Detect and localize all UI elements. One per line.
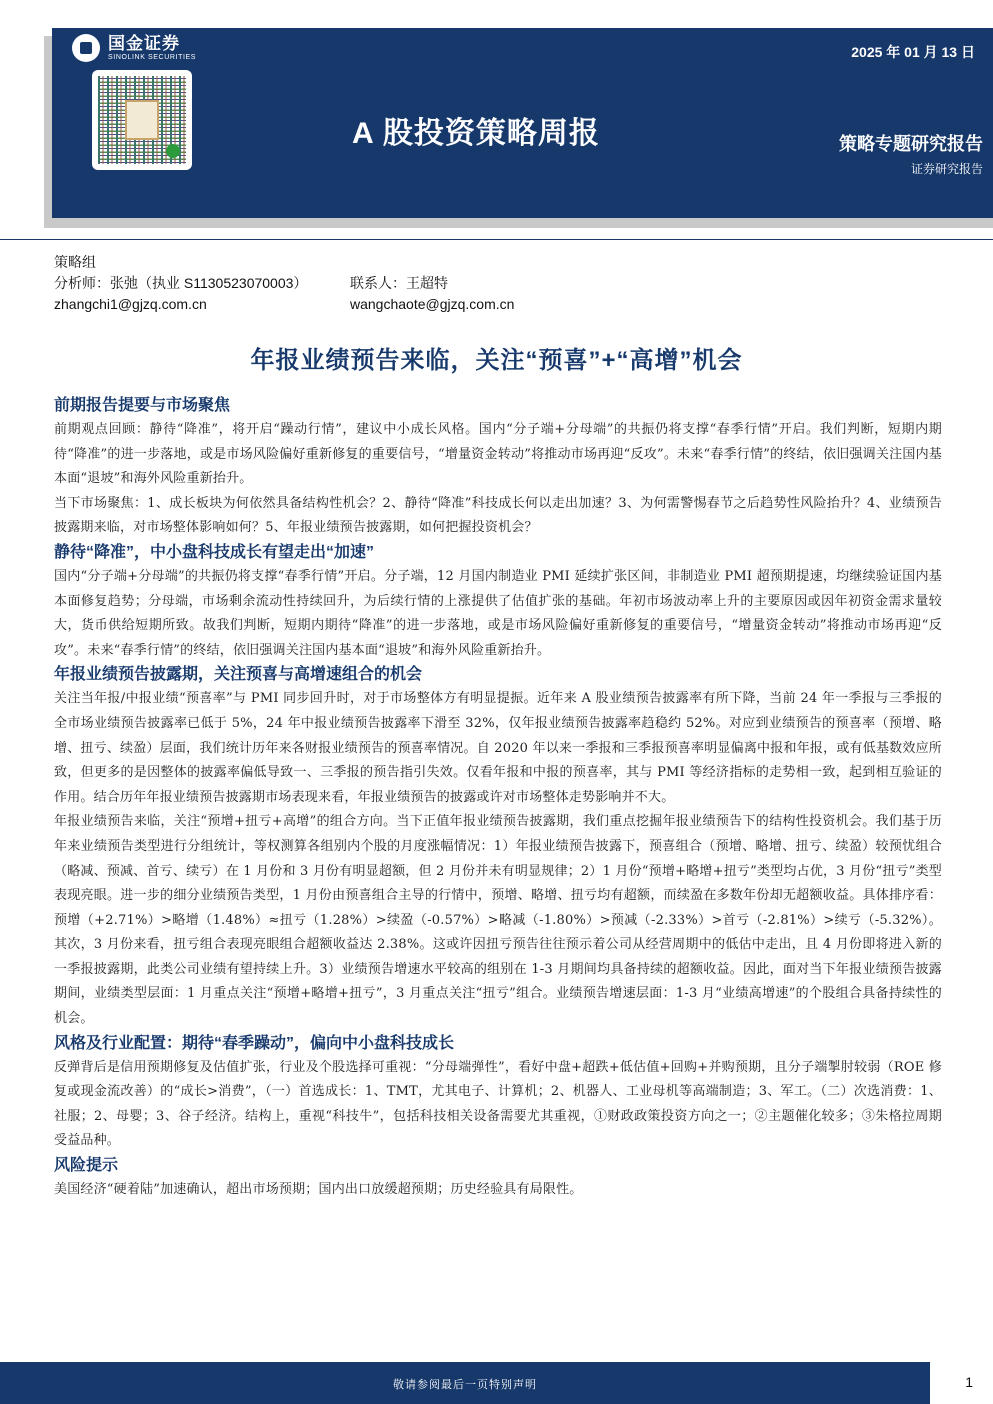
paragraph: 美国经济“硬着陆”加速确认，超出市场预期；国内出口放缓超预期；历史经验具有局限性。 [54,1182,583,1198]
report-title: A 股投资策略周报 [352,117,600,150]
section-heading: 风险提示 [54,1157,119,1175]
company-logo [72,34,196,62]
paragraph: 前期观点回顾：静待“降准”，将开启“躁动行情”，建议中小成长风格。国内“分子端+分母端”的共振仍将支撑“春季行情”开启。我们判断，短期内期待“降准”的进一步落地，或是市场风险偏好重新修复的重要信号，“增量资金转动”将推动市场再迎“反攻”。未来“春季行情”的终结，依旧强调关注国内基本面“退坡”和海外风险重新抬升。 [54,422,942,487]
report-body [54,394,942,1203]
analyst-email[interactable]: zhangchi1@gjzq.com.cn [54,296,207,312]
contact-info: 联系人：王超特 [350,275,448,291]
paragraph: 国内“分子端+分母端”的共振仍将支撑“春季行情”开启。分子端，12 月国内制造业 PMI 延续扩张区间，非制造业 PMI 超预期提速，均继续验证国内基本面修复趋势；分母端，市场剩余流动性持续回升，为后续行情的上涨提供了估值扩张的基础。年初市场波动率上升的主要原因或因年初资金需求量较大，货币供给短期所致。故我们判断，短期内期待“降准”的进一步落地，或是市场风险偏好重新修复的重要信号，“增量资金转动”将推动市场再迎“反攻”。未来“春季行情”的终结，依旧强调关注国内基本面“退坡”和海外风险重新抬升。 [54,568,942,658]
author-block [54,252,515,315]
report-type: 策略专题研究报告 [839,134,983,154]
report-headline: 年报业绩预告来临，关注“预喜”+“高增”机会 [250,347,743,374]
team-name: 策略组 [54,254,96,270]
paragraph: 关注当年报/中报业绩“预喜率”与 PMI 同步回升时，对于市场整体方有明显提振。近年来 A 股业绩预告披露率有所下降，当前 24 年一季报与三季报的全市场业绩预告披露率已低于 5%，24 年中报业绩预告披露率下滑至 32%，仅年报业绩预告披露率趋稳约 52%。对应到业绩预告的预喜率（预增、略增、扭亏、续盈）层面，我们统计历年来各财报业绩预告的预喜率情况。自 2020 年以来一季报和三季报预喜率明显偏离中报和年报，或有低基数效应所致，但更多的是因整体的披露率偏低导致一、三季报的预告指引失效。仅看年报和中报的预喜率，其与 PMI 等经济指标的走势相一致，起到相互验证的作用。结合历年年报业绩预告披露期市场表现来看，年报业绩预告的披露或许对市场整体走势影响并不大。 [54,691,942,805]
header-divider [0,239,993,240]
logo-name-en: SINOLINK SECURITIES [108,53,197,61]
section-heading: 前期报告提要与市场聚焦 [54,397,231,414]
section-heading: 风格及行业配置：期待“春季躁动”，偏向中小盘科技成长 [54,1034,455,1052]
section-heading: 静待“降准”，中小盘科技成长有望走出“加速” [54,543,375,561]
logo-mark-icon [72,34,100,62]
logo-name-cn: 国金证券 [108,33,180,53]
paragraph: 年报业绩预告来临，关注“预增+扭亏+高增”的组合方向。当下正值年报业绩预告披露期，我们重点挖掘年报业绩预告下的结构性投资机会。我们基于历年来业绩预告类型进行分组统计，等权测算各组别内个股的月度涨幅情况：1）年报业绩预告披露下，预喜组合（预增、略增、扭亏、续盈）较预忧组合（略减、预减、首亏、续亏）在 1 月份和 3 月份有明显超额，但 2 月份并未有明显规律；2）1 月份“预增+略增+扭亏”类型均占优，3 月份“扭亏”类型表现亮眼。进一步的细分业绩预告类型，1 月份由预喜组合主导的行情中，预增、略增、扭亏均有超额，而续盈在多数年份却无超额收益。具体排序看：预增（+2.71%）>略增（1.48%）≈扭亏（1.28%）>续盈（-0.57%）>略减（-1.80%）>预减（-2.33%）>首亏（-2.81%）>续亏（-5.32%）。其次，3 月份来看，扭亏组合表现亮眼组合超额收益达 2.38%。这或许因扭亏预告往往预示着公司从经营周期中的低估中走出，且 4 月份即将进入新的一季报披露期，此类公司业绩有望持续上升。3）业绩预告增速水平较高的组别在 1-3 月期间均具备持续的超额收益。因此，面对当下年报业绩预告披露期间，业绩类型层面：1 月重点关注“预增+略增+扭亏”，3 月重点关注“扭亏”组合。业绩预告增速层面：1-3 月“业绩高增速”的个股组合具备持续性的机会。 [54,814,942,1027]
report-date: 2025 年 01 月 13 日 [851,44,975,60]
section-heading: 年报业绩预告披露期，关注预喜与高增速组合的机会 [54,666,423,684]
report-subtype: 证券研究报告 [910,162,983,176]
page-number: 1 [965,1374,973,1390]
paragraph: 当下市场聚焦：1、成长板块为何依然具备结构性机会？2、静待“降准”科技成长何以走出加速？3、为何需警惕春节之后趋势性风险抬升？4、业绩预告披露期来临，对市场整体影响如何？5、年报业绩预告披露期，如何把握投资机会？ [54,495,942,536]
footer-disclaimer: 敬请参阅最后一页特别声明 [393,1378,537,1391]
contact-email[interactable]: wangchaote@gjzq.com.cn [350,296,515,312]
qr-code-icon [92,70,192,170]
analyst-info: 分析师：张弛（执业 S1130523070003） [54,275,308,291]
paragraph: 反弹背后是信用预期修复及估值扩张，行业及个股选择可重视：“分母端弹性”，看好中盘+超跌+低估值+回购+并购预期，且分子端掣肘较弱（ROE 修复或现金流改善）的“成长>消费”，（一）首选成长：1、TMT，尤其电子、计算机；2、机器人、工业母机等高端制造；3、军工。（二）次选消费：1、社服；2、母婴；3、谷子经济。结构上，重视“科技牛”，包括科技相关设备需要尤其重视，①财政政策投资方向之一；②主题催化较多；③朱格拉周期受益品种。 [54,1059,942,1149]
